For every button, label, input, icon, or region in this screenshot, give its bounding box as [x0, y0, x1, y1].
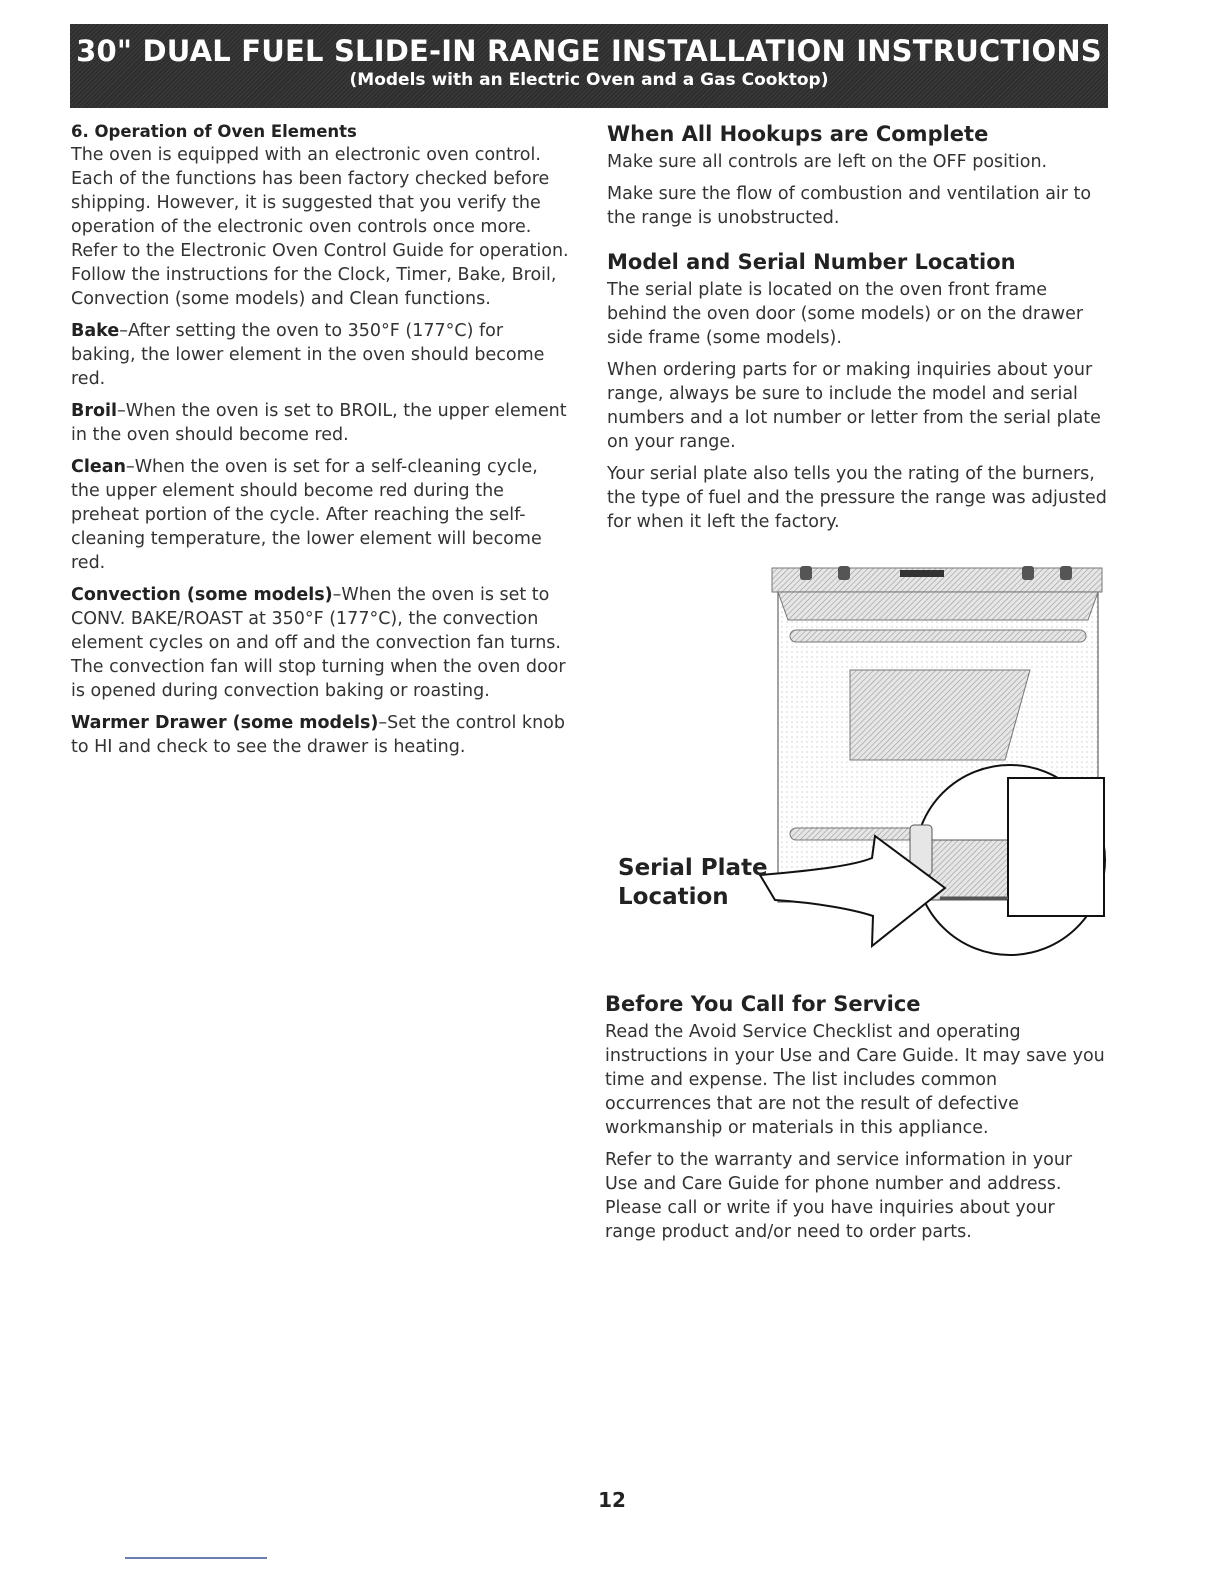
broil-paragraph	[71, 399, 571, 447]
header-banner	[70, 24, 1108, 108]
warmer-drawer-text: –Set the control knob to HI and check to see the drawer is heating.	[71, 713, 565, 757]
service-paragraph-1: Read the Avoid Service Checklist and operating instructions in your Use and Care Guide. It may save you time and expense. The list includes common occurrences that are not the result of defective workmanship or materials in this appliance.	[605, 1022, 1105, 1138]
oven-door-handle	[790, 630, 1086, 642]
clean-text: –When the oven is set for a self-cleaning cycle, the upper element should become red during the preheat portion of the cycle. After reaching the self-cleaning temperature, the lower element will become red.	[71, 457, 542, 573]
section-heading-oven-elements: 6. Operation of Oven Elements	[71, 122, 357, 141]
service-paragraph-2: Refer to the warranty and service information in your Use and Care Guide for phone number and address. Please call or write if you have inquiries about your range product and/or need to order parts.	[605, 1150, 1073, 1242]
caption-line-2: Location	[618, 884, 729, 910]
document-subtitle: (Models with an Electric Oven and a Gas Cooktop)	[349, 70, 829, 90]
warmer-drawer-paragraph	[71, 711, 571, 759]
magnified-panel	[1008, 778, 1104, 916]
bake-label: Bake	[71, 321, 120, 341]
oven-elements-intro: The oven is equipped with an electronic oven control. Each of the functions has been factory checked before shipping. However, it is suggested that you verify the operation of the electronic oven controls once more. Refer to the Electronic Oven Control Guide for operation. Follow the instructions for the Clock, Timer, Bake, Broil, Convection (some models) and Clean functions.	[71, 145, 569, 309]
hookups-paragraph-2: Make sure the flow of combustion and ventilation air to the range is unobstructed.	[607, 184, 1092, 228]
range-illustration	[610, 560, 1110, 970]
section-heading-service: Before You Call for Service	[605, 992, 921, 1016]
warmer-drawer-label: Warmer Drawer (some models)	[71, 713, 379, 733]
clean-paragraph	[71, 455, 571, 575]
section-heading-model-serial: Model and Serial Number Location	[607, 250, 1016, 274]
broil-text: –When the oven is set to BROIL, the upper element in the oven should become red.	[71, 401, 567, 445]
right-column	[607, 120, 1107, 542]
serial-plate-caption	[618, 854, 768, 912]
broil-label: Broil	[71, 401, 117, 421]
footer-rule	[125, 1557, 267, 1559]
model-paragraph-1: The serial plate is located on the oven front frame behind the oven door (some models) or on the drawer side frame (some models).	[607, 280, 1084, 348]
convection-paragraph	[71, 583, 571, 703]
left-column	[71, 122, 571, 767]
oven-top-trim	[778, 592, 1098, 620]
section-heading-hookups: When All Hookups are Complete	[607, 122, 989, 146]
model-paragraph-2: When ordering parts for or making inquiries about your range, always be sure to include the model and serial numbers and a lot number or letter from the serial plate on your range.	[607, 360, 1101, 452]
oven-window	[850, 670, 1030, 760]
convection-label: Convection (some models)	[71, 585, 333, 605]
bake-text: –After setting the oven to 350°F (177°C) for baking, the lower element in the oven should become red.	[71, 321, 545, 389]
convection-text: –When the oven is set to CONV. BAKE/ROAST at 350°F (177°C), the convection element cycles on and off and the convection fan turns. The convection fan will stop turning when the oven door is opened during convection baking or roasting.	[71, 585, 566, 701]
document-title: 30" DUAL FUEL SLIDE-IN RANGE INSTALLATION INSTRUCTIONS	[76, 34, 1102, 68]
caption-line-1: Serial Plate	[618, 855, 768, 881]
model-paragraph-3: Your serial plate also tells you the rating of the burners, the type of fuel and the pressure the range was adjusted for when it left the factory.	[607, 464, 1107, 532]
bake-paragraph	[71, 319, 571, 391]
hookups-paragraph-1: Make sure all controls are left on the OFF position.	[607, 152, 1048, 172]
clean-label: Clean	[71, 457, 126, 477]
service-section	[605, 990, 1107, 1252]
display-window	[900, 570, 944, 577]
page-number: 12	[598, 1488, 626, 1512]
